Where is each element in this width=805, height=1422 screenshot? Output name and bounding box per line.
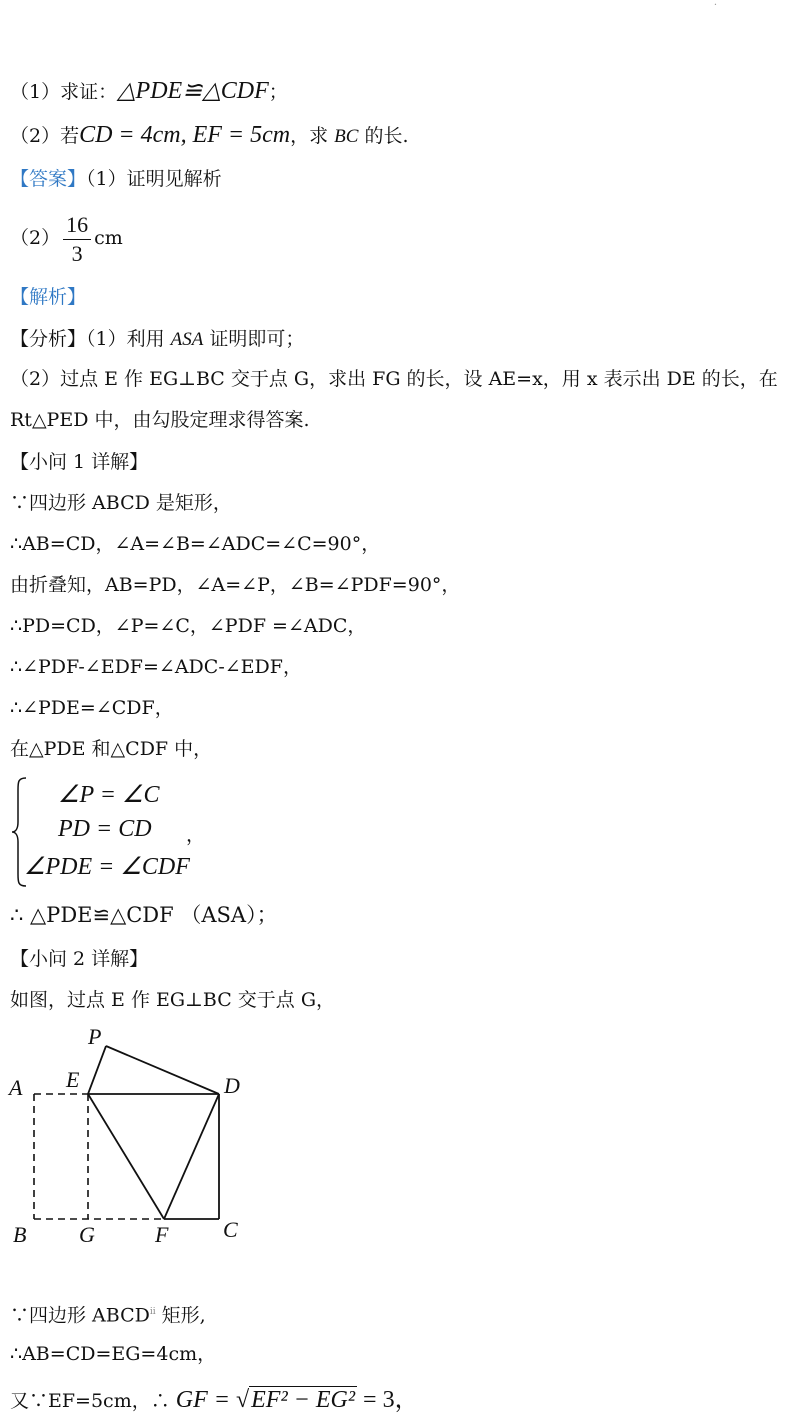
sub2-line-1-end: 矩形, (155, 1304, 206, 1327)
sub2-line-3-a: 又∵EF=5cm，∴ (10, 1390, 176, 1412)
fenxi-p1-b: 证明即可； (203, 328, 305, 350)
sub1-line-3: 由折叠知，AB=PD，∠A=∠P，∠B=∠PDF=90°， (10, 574, 461, 596)
sub1-line-7: 在△PDE 和△CDF 中， (10, 738, 213, 760)
answer-line-1 (10, 166, 222, 192)
system-eq-3: ∠PDE = ∠CDF (24, 854, 190, 880)
question-1 (10, 78, 288, 105)
q2-bc: BC (334, 126, 359, 147)
segment-df (164, 1094, 219, 1219)
label-g: G (79, 1222, 95, 1247)
sub2-line-1 (10, 1299, 206, 1328)
analysis-tag: 【解析】 (10, 286, 87, 308)
fenxi-p1-a: （1）利用 (86, 328, 171, 350)
sub2-gf: GF = (175, 1387, 236, 1413)
sub2-line-3 (10, 1387, 419, 1414)
label-b: B (13, 1222, 27, 1247)
q1-suffix: ； (268, 81, 288, 103)
sub2-title: 【小问 2 详解】 (10, 948, 149, 970)
fenxi-line-3: Rt△PED 中，由勾股定理求得答案. (10, 409, 310, 431)
sub1-line-4: ∴PD=CD，∠P=∠C，∠PDF =∠ADC， (10, 615, 367, 637)
system-comma: ， (186, 825, 206, 846)
answer-part-1: （1）证明见解析 (86, 168, 222, 190)
answer-fraction (63, 211, 91, 268)
corner-dot: · (713, 0, 717, 11)
sub2-line-1-text: ∵四边形 ABCD (10, 1304, 150, 1327)
sub1-line-2: ∴AB=CD，∠A=∠B=∠ADC=∠C=90°， (10, 533, 381, 555)
fenxi-asa: ASA (170, 329, 204, 350)
label-c: C (223, 1217, 238, 1242)
label-f: F (155, 1222, 169, 1247)
q2-math: CD = 4cm, EF = 5cm (79, 122, 291, 148)
system-eq-1: ∠P = ∠C (58, 782, 160, 808)
question-2 (10, 122, 409, 150)
label-d: D (224, 1073, 240, 1098)
sub2-line-3-end: = 3， (357, 1387, 419, 1413)
q1-math: △PDE≌△CDF (117, 78, 269, 104)
sub1-line-6: ∴∠PDE=∠CDF， (10, 697, 174, 719)
sub1-line-1: ∵四边形 ABCD 是矩形， (10, 492, 232, 514)
q2-suffix: 的长. (358, 125, 409, 147)
equation-system (10, 776, 310, 888)
answer-tag: 【答案】 (10, 168, 87, 190)
segment-ef (88, 1094, 164, 1219)
answer-part-2-prefix: （2） (10, 227, 61, 249)
sub2-line-2: ∴AB=CD=EG=4cm， (10, 1343, 217, 1365)
label-p: P (88, 1024, 102, 1049)
label-a: A (9, 1075, 23, 1100)
sub2-line-1-mark: ⅱ (149, 1307, 156, 1317)
fenxi-line-2: （2）过点 E 作 EG⊥BC 交于点 G，求出 FG 的长，设 AE=x，用 x 表示出 DE 的长，在 (10, 368, 778, 390)
q1-prefix: （1）求证： (10, 81, 118, 103)
sub2-intro: 如图，过点 E 作 EG⊥BC 交于点 G， (10, 989, 336, 1011)
answer-line-2 (10, 210, 123, 268)
q2-mid: ，求 (290, 125, 335, 147)
q2-prefix: （2）若 (10, 125, 80, 147)
label-e: E (66, 1067, 80, 1092)
fraction-numerator: 16 (63, 211, 91, 240)
sqrt-radicand: EF² − EG² (251, 1387, 356, 1413)
sub1-title: 【小问 1 详解】 (10, 451, 149, 473)
segment-pd (106, 1046, 219, 1094)
sub1-line-5: ∴∠PDF-∠EDF=∠ADC-∠EDF， (10, 656, 302, 678)
system-eq-2: PD = CD (58, 816, 152, 842)
geometry-diagram (0, 1020, 260, 1250)
fenxi-tag: 【分析】 (10, 328, 87, 350)
answer-unit: cm (94, 227, 123, 249)
sub1-conclusion: ∴ △PDE≌△CDF （ASA）； (10, 903, 278, 927)
segment-ep (88, 1046, 106, 1094)
fraction-denominator: 3 (71, 240, 83, 266)
fenxi-line-1 (10, 326, 304, 353)
sqrt-sign: √ (235, 1387, 250, 1413)
